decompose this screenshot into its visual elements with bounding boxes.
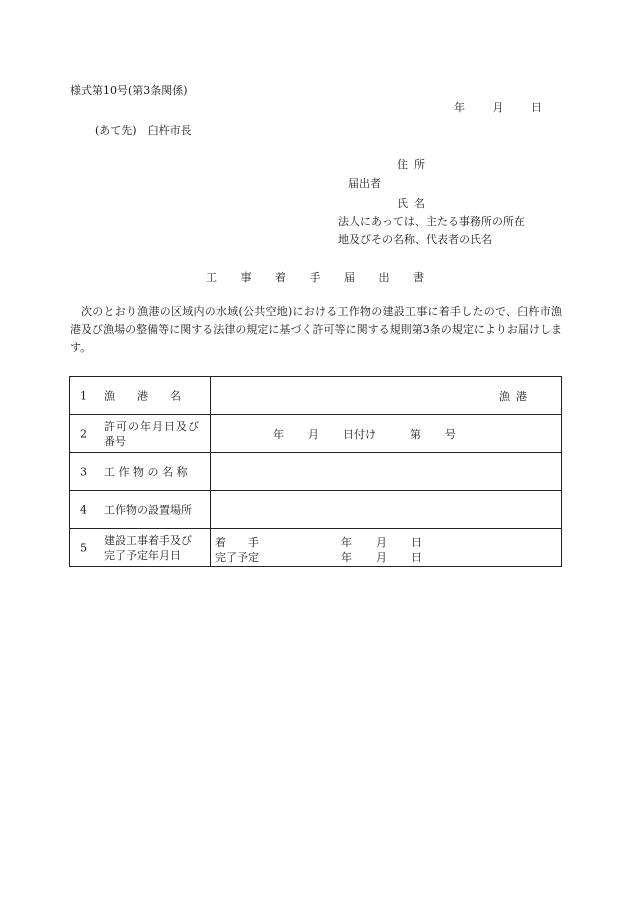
installation-place-label: 工作物の設置場所: [104, 503, 192, 516]
start-label: 着 手: [215, 536, 259, 549]
start-date-line: [215, 534, 422, 550]
end-date-line: [215, 549, 422, 565]
label-line: 完了予定年月日: [104, 548, 181, 562]
table-row: [70, 491, 562, 529]
start-month-label: 月: [376, 536, 387, 549]
permit-no-suffix: 号: [445, 427, 456, 441]
title-char: 出: [378, 271, 390, 284]
schedule-field[interactable]: [211, 529, 562, 567]
corporate-note-line2: 地及びその名称、代表者の氏名: [338, 233, 492, 246]
date-day-label: 日: [531, 101, 542, 114]
row-label-cell: [70, 453, 211, 491]
addressee: (あて先) 臼杵市長: [95, 124, 192, 137]
permit-date-label: [104, 419, 200, 449]
title-char: 書: [413, 271, 424, 284]
row-label-cell: [70, 377, 211, 415]
label-line: 番号: [104, 434, 126, 448]
title-char: 事: [240, 271, 252, 284]
end-label: 完了予定: [215, 551, 259, 564]
form-table: [69, 376, 562, 567]
schedule-label: [104, 533, 192, 563]
document-title: [206, 269, 424, 285]
date-year-label: 年: [454, 101, 465, 114]
permit-no-prefix: 第: [410, 427, 421, 441]
body-text: 次のとおり漁港の区域内の水域(公共空地)における工作物の建設工事に着手したので、臼杵市漁港及び漁場の整備等に関する法律の規定に基づく許可等に関する規則第3条の規定によりお届けします。: [70, 305, 562, 354]
address-label: 住所: [397, 158, 431, 171]
start-day-label: 日: [411, 536, 422, 549]
permit-date-field[interactable]: [211, 415, 562, 453]
end-day-label: 日: [411, 551, 422, 564]
row-number: 3: [80, 465, 87, 478]
permit-day-label: 日付け: [343, 427, 376, 441]
title-char: 工: [206, 271, 217, 284]
date-month-label: 月: [492, 101, 504, 114]
harbor-name-label: 漁 港 名: [104, 389, 181, 402]
harbor-suffix: 漁港: [499, 389, 533, 403]
table-row: [70, 415, 562, 453]
harbor-name-field[interactable]: [211, 377, 562, 415]
row-label-cell: [70, 491, 211, 529]
end-year-label: 年: [341, 551, 352, 564]
row-number: 4: [80, 503, 87, 516]
corporate-note-line1: 法人にあっては、主たる事務所の所在: [338, 215, 525, 228]
title-char: 着: [275, 271, 286, 284]
permit-date-number: [273, 426, 456, 442]
structure-name-field[interactable]: [211, 453, 562, 491]
submission-date: [454, 99, 542, 115]
label-line: 建設工事着手及び: [104, 533, 192, 547]
row-number: 5: [80, 541, 87, 554]
end-month-label: 月: [376, 551, 387, 564]
permit-year-label: 年: [273, 427, 284, 441]
row-number: 2: [80, 427, 87, 440]
name-label: 氏名: [397, 197, 431, 210]
label-line: 許可の年月日及び: [104, 419, 200, 433]
installation-place-field[interactable]: [211, 491, 562, 529]
notifier-label: 届出者: [348, 177, 381, 190]
row-label-cell: [70, 529, 211, 567]
structure-name-label: 工 作 物 の 名 称: [104, 465, 188, 478]
row-label-cell: [70, 415, 211, 453]
permit-month-label: 月: [308, 427, 319, 441]
table-row: [70, 529, 562, 567]
table-row: [70, 453, 562, 491]
start-year-label: 年: [341, 536, 352, 549]
title-char: 届: [344, 271, 355, 284]
table-row: [70, 377, 562, 415]
form-number: 様式第10号(第3条関係): [70, 84, 188, 97]
row-number: 1: [80, 389, 87, 402]
title-char: 手: [309, 271, 321, 284]
